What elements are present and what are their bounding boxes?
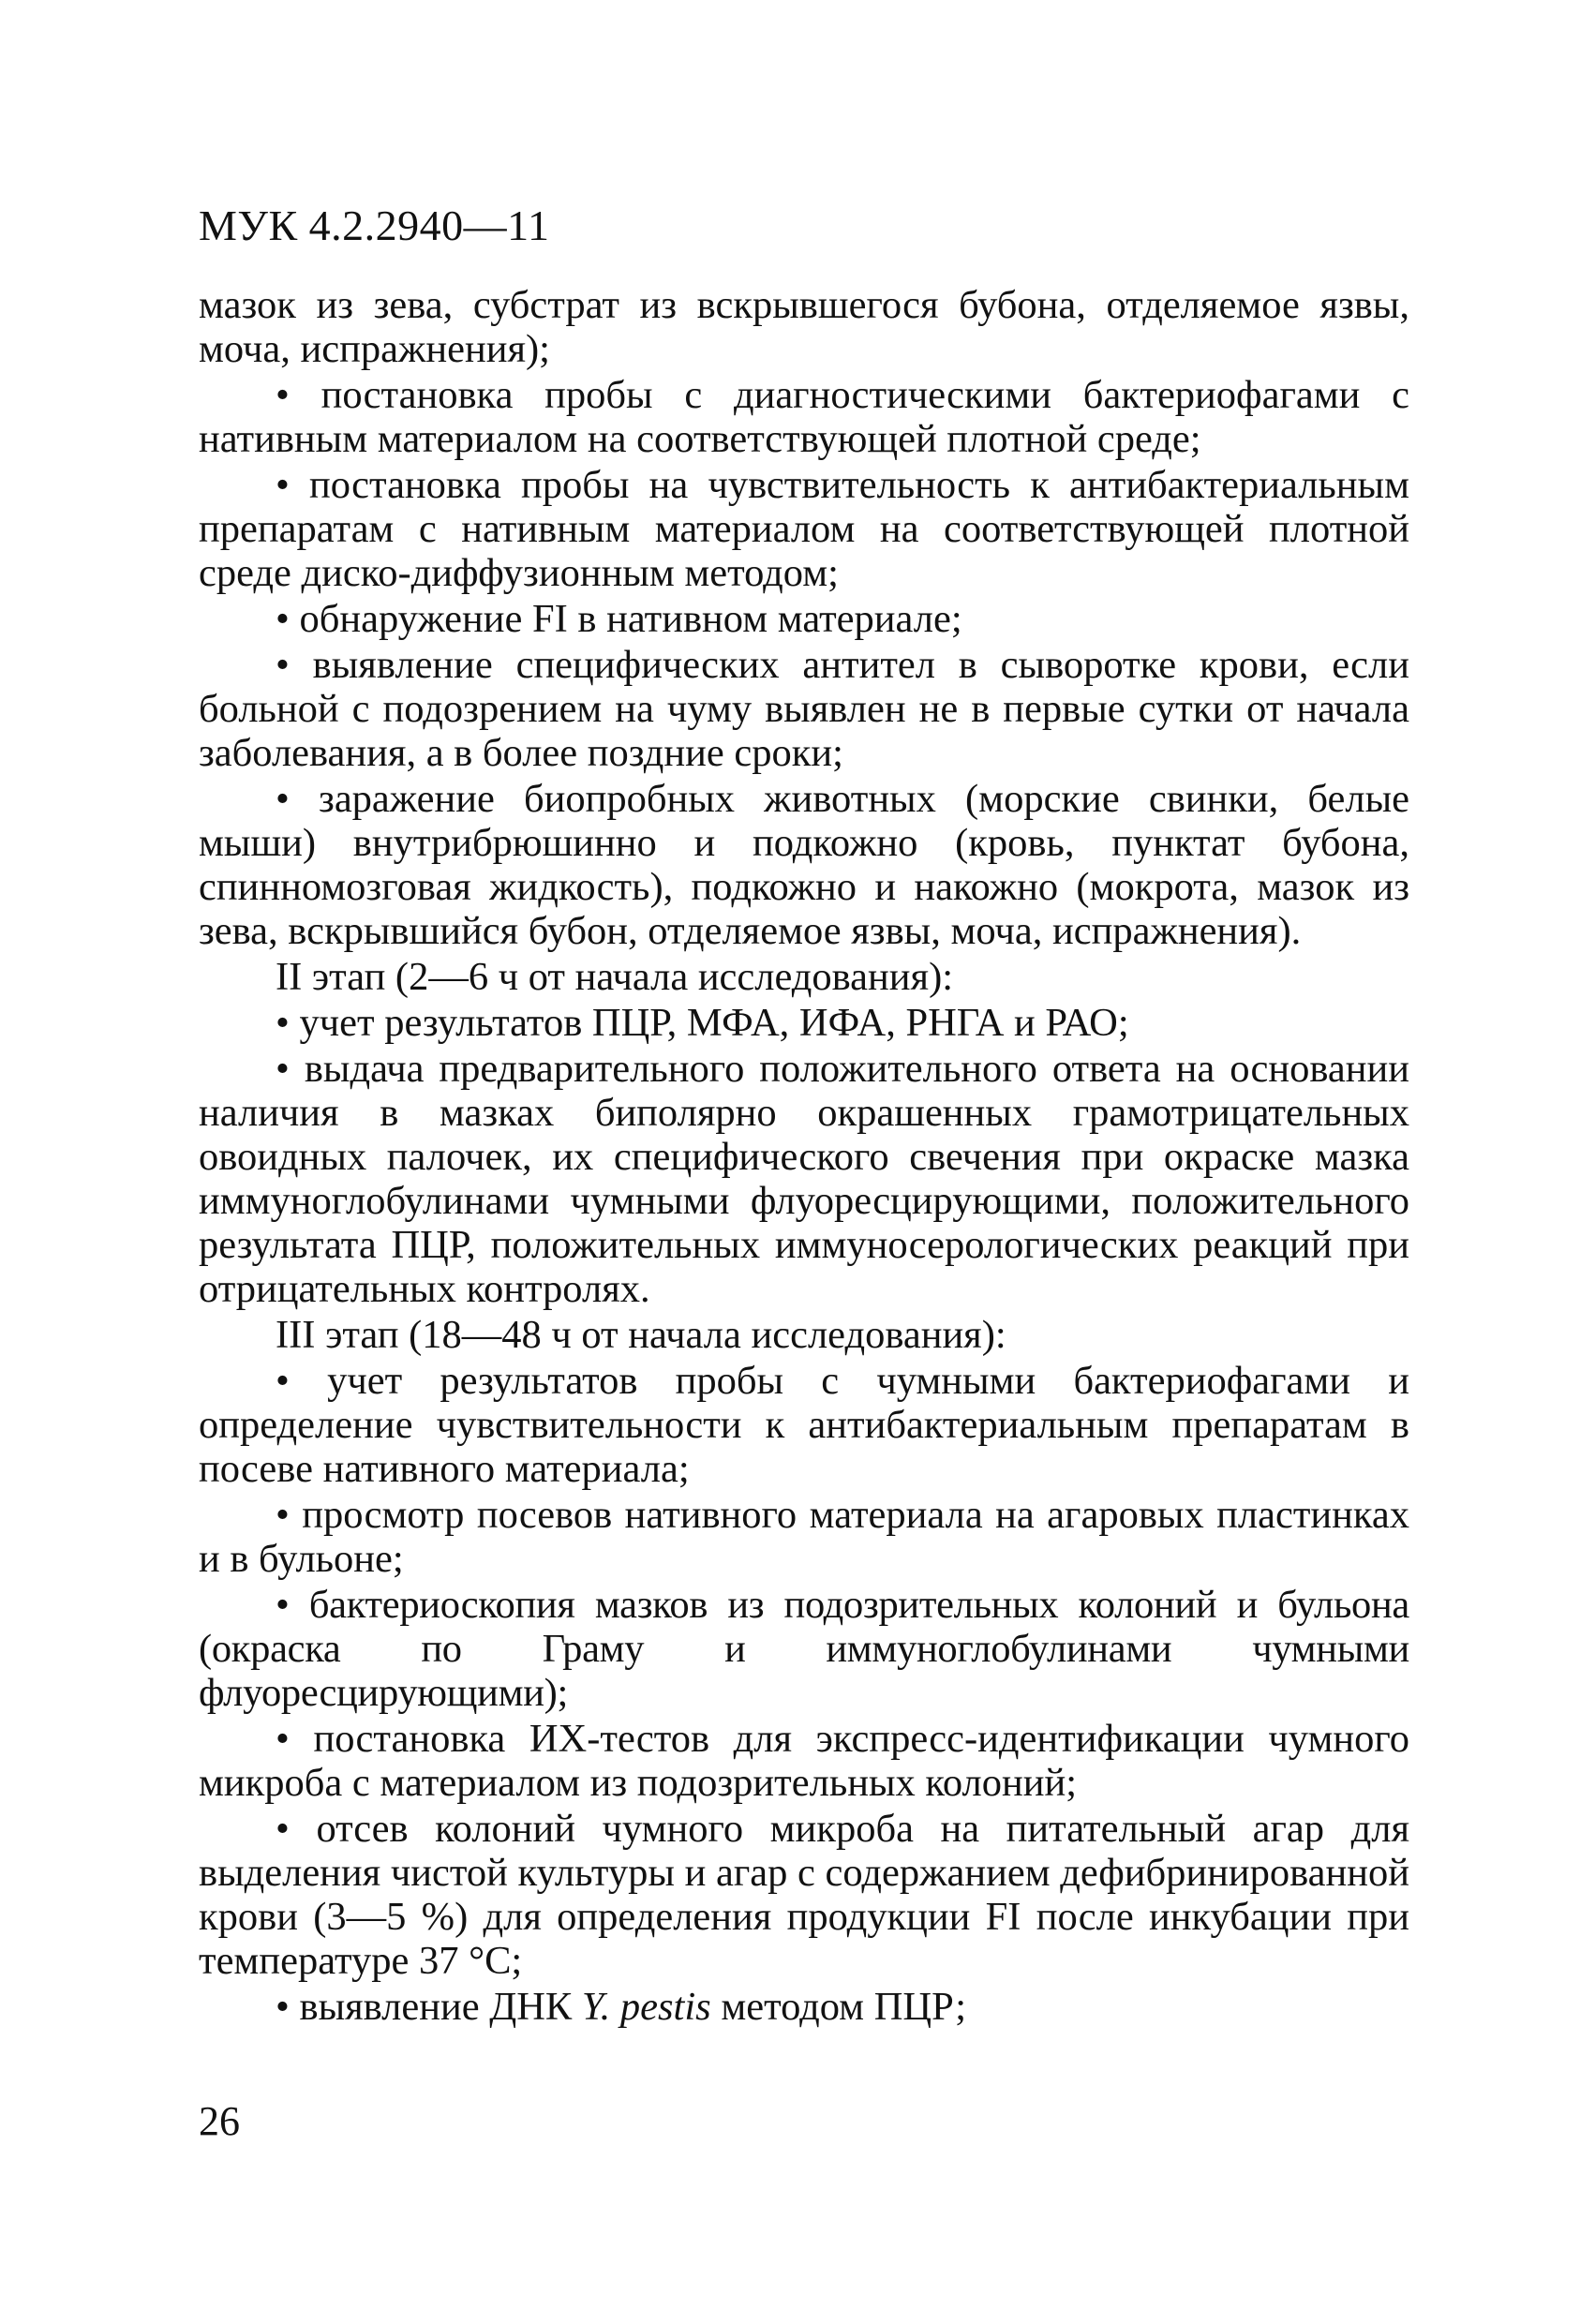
list-item-phage-results: • учет результатов пробы с чумными бактериофагами и определение чувствительности к антибактериальным препаратам в посеве нативного материала; (199, 1359, 1409, 1491)
document-code-header: МУК 4.2.2940—11 (199, 201, 550, 249)
page-number: 26 (199, 2098, 240, 2144)
list-item-antibody-detection: • выявление специфических антител в сыворотке крови, если больной с подозрением на чуму выявлен не в первые сутки от начала заболевания, а в более поздние сроки; (199, 643, 1409, 775)
page-body-text (199, 283, 1409, 2031)
list-item-antibiotic-sensitivity: • постановка пробы на чувствительность к антибактериальным препаратам с нативным материалом на соответствующей плотной среде диско-диффузионным методом; (199, 463, 1409, 595)
stage-two-heading: II этап (2—6 ч от начала исследования): (276, 955, 954, 999)
list-item-bacteriophage-test: • постановка пробы с диагностическими бактериофагами с нативным материалом на соответствующей плотной среде; (199, 373, 1409, 461)
list-item-preliminary-answer: • выдача предварительного положительного ответа на основании наличия в мазках биполярно окрашенных грамотрицательных овоидных палочек, их специфического свечения при окраске мазка иммуноглобулинами чумными флуоресцирующими, положительного результата ПЦР, положительных иммуносерологических реакций при отрицательных контролях. (199, 1047, 1409, 1311)
dna-item-suffix: методом ПЦР; (710, 1985, 967, 2029)
list-item-fi-detection: • обнаружение FI в нативном материале; (276, 597, 962, 641)
list-item-pcr-results: • учет результатов ПЦР, МФА, ИФА, РНГА и РАО; (276, 1001, 1129, 1045)
stage-three-heading: III этап (18—48 ч от начала исследования): (276, 1313, 1006, 1357)
species-name-italic: Y. pestis (581, 1985, 711, 2029)
list-item-plate-review: • просмотр посевов нативного материала на агаровых пластинках и в бульоне; (199, 1493, 1409, 1581)
paragraph-continuation: мазок из зева, субстрат из вскрывшегося бубона, отделяемое язвы, моча, испражнения); (199, 283, 1409, 371)
list-item-colony-subculture: • отсев колоний чумного микроба на питательный агар для выделения чистой культуры и агар с содержанием дефибринированной крови (3—5 %) для определения продукции FI после инкубации при температуре 37 °С; (199, 1807, 1409, 1983)
dna-item-prefix: • выявление ДНК (276, 1985, 582, 2029)
list-item-ich-tests: • постановка ИХ-тестов для экспресс-идентификации чумного микроба с материалом из подозрительных колоний; (199, 1717, 1409, 1805)
list-item-bacterioscopy: • бактериоскопия мазков из подозрительных колоний и бульона (окраска по Граму и иммуноглобулинами чумными флуоресцирующими); (199, 1583, 1409, 1715)
list-item-bioassay-animals: • заражение биопробных животных (морские свинки, белые мыши) внутрибрюшинно и подкожно (кровь, пунктат бубона, спинномозговая жидкость), подкожно и накожно (мокрота, мазок из зева, вскрывшийся бубон, отделяемое язвы, моча, испражнения). (199, 777, 1409, 953)
list-item-dna-detection (199, 1985, 1409, 2029)
